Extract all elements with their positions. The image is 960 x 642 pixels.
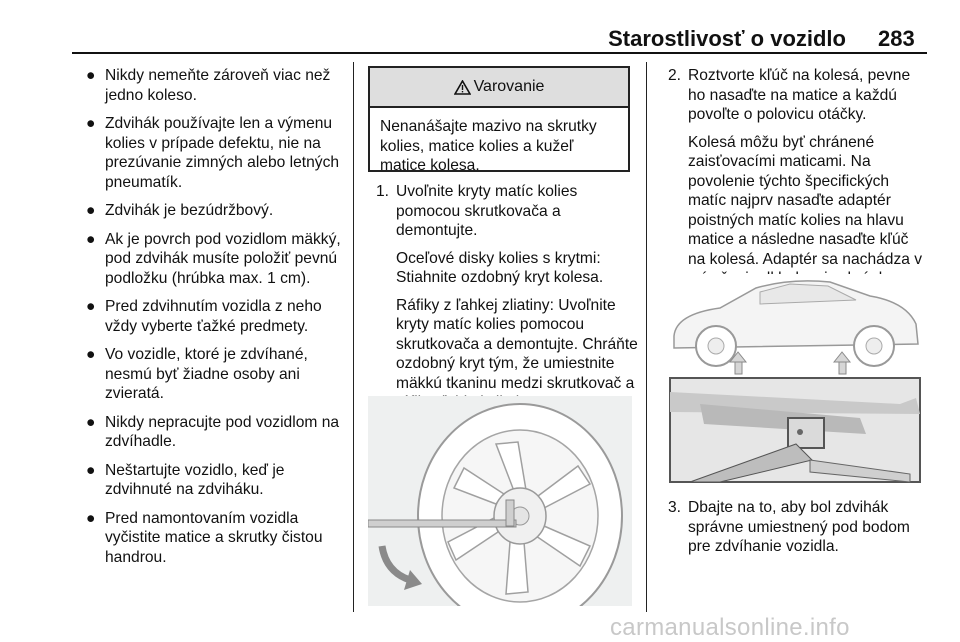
list-item xyxy=(86,461,342,500)
step-3 xyxy=(668,498,930,557)
step-number: 1. xyxy=(376,183,390,200)
list-item xyxy=(86,201,342,221)
warning-title: Varovanie xyxy=(473,78,545,95)
page-number: 283 xyxy=(878,26,915,51)
bullet-icon: ● xyxy=(86,230,96,248)
list-item xyxy=(86,114,342,192)
step-1 xyxy=(376,182,638,413)
bullet-icon: ● xyxy=(86,298,96,315)
step-2-item xyxy=(668,66,930,125)
list-item-text: Zdvihák je bezúdržbový. xyxy=(105,202,274,219)
list-item-text: Neštartujte vozidlo, keď je zdvihnuté na zdviháku. xyxy=(105,461,285,498)
column-divider-left xyxy=(353,62,354,612)
step-text: Uvoľnite kryty matíc kolies pomocou skrutkovača a demontujte. xyxy=(396,183,578,239)
step-number: 2. xyxy=(668,67,682,84)
bullet-icon: ● xyxy=(86,413,96,431)
watermark-text: carmanualsonline.info xyxy=(610,614,850,641)
list-item-text: Pred zdvihnutím vozidla z neho vždy vyberte ťažké predmety. xyxy=(105,298,322,335)
list-item xyxy=(86,230,342,289)
step-paragraph: Oceľové disky kolies s krytmi: Stiahnite ozdobný kryt kolesa. xyxy=(396,249,604,286)
bullet-icon: ● xyxy=(86,346,96,363)
left-column xyxy=(86,66,342,576)
warning-header xyxy=(370,68,628,108)
list-item xyxy=(86,66,342,105)
step-2 xyxy=(668,66,930,289)
list-item xyxy=(86,297,342,336)
list-item xyxy=(86,345,342,404)
column-divider-right xyxy=(646,62,647,612)
page-header-title: Starostlivosť o vozidlo xyxy=(608,26,846,51)
step-text: Dbajte na to, aby bol zdvihák správne umiestnený pod bodom pre zdvíhanie vozidla. xyxy=(688,499,910,555)
step-number: 3. xyxy=(668,499,682,516)
bullet-icon: ● xyxy=(86,67,96,84)
car-jack-illustration xyxy=(660,274,928,484)
wheel-illustration xyxy=(368,396,632,606)
step-text: Roztvorte kľúč na kolesá, pevne ho nasaďte na matice a každú povoľte o polovicu otáčky. xyxy=(688,67,911,123)
bullet-icon: ● xyxy=(86,509,96,527)
list-item-text: Pred namontovaním vozidla vyčistite matice a skrutky čistou handrou. xyxy=(105,509,323,566)
bullet-icon: ● xyxy=(86,115,96,132)
header-rule xyxy=(72,52,927,54)
list-item-text: Zdvihák používajte len a výmenu kolies v prípade defektu, nie na prezúvanie zimných alebo letných pneumatík. xyxy=(105,115,340,191)
warning-box xyxy=(368,66,630,172)
list-item-text: Nikdy nepracujte pod vozidlom na zdvíhadle. xyxy=(105,413,340,450)
step-3-item xyxy=(668,498,930,557)
step-1-item xyxy=(376,182,638,241)
warning-text: Nenanášajte mazivo na skrutky kolies, matice kolies a kužeľ matice kolesa. xyxy=(380,118,597,174)
list-item xyxy=(86,509,342,568)
bullet-icon: ● xyxy=(86,202,96,219)
step-paragraph: Ráfiky z ľahkej zliatiny: Uvoľnite kryty matíc kolies pomocou skrutkovača a demontujte. Chráňte ozdobný kryt tým, že umiestnite mäkkú tkaninu medzi skrutkovač a xyxy=(396,296,638,392)
step-paragraph: Kolesá môžu byť chránené zaisťovacími maticami. Na povolenie týchto špecifických matíc najprv nasaďte adaptér poistných matíc kolies na hlavu matice a následne nasaďte kľúč na kolesá. Adaptér sa nachádza v xyxy=(688,133,923,268)
warning-triangle-icon xyxy=(454,80,471,95)
list-item-text: Ak je povrch pod vozidlom mäkký, pod zdvihák musíte položiť pevnú podložku (hrúbka max. 1 cm). xyxy=(105,230,341,287)
list-item-text: Nikdy nemeňte zároveň viac než jedno koleso. xyxy=(105,67,331,104)
list-item-text: Vo vozidle, ktoré je zdvíhané, nesmú byť žiadne osoby ani zvieratá. xyxy=(105,346,308,402)
bullet-icon: ● xyxy=(86,461,96,479)
list-item xyxy=(86,413,342,452)
